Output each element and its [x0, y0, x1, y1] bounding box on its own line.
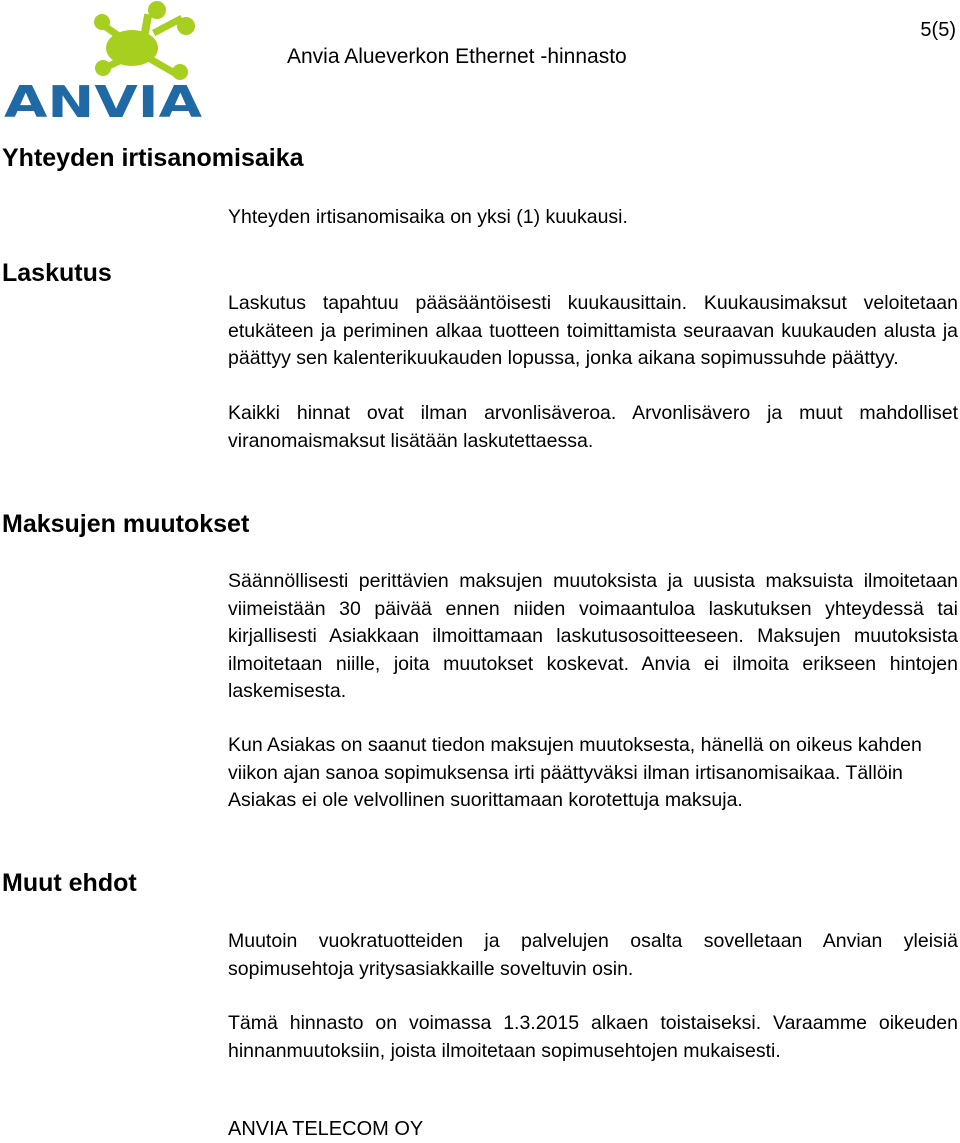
paragraph-maksujen-muutokset-2: Kun Asiakas on saanut tiedon maksujen muutoksesta, hänellä on oikeus kahden viikon ajan sanoa sopimuksensa irti päättyväksi ilman irtisanomisaikaa. Tällöin Asiakas ei ole velvollinen suorittamaan korotettuja maksuja. [228, 734, 922, 811]
page-number: 5(5) [920, 19, 956, 41]
footer-company-name: ANVIA TELECOM OY [228, 1118, 424, 1140]
section-heading-muut-ehdot: Muut ehdot [2, 869, 137, 897]
logo-wordmark: ANVIA [4, 77, 202, 122]
document-header-title: Anvia Alueverkon Ethernet -hinnasto [287, 45, 627, 68]
logo-frog-icon [94, 1, 195, 80]
section-heading-irtisanomisaika: Yhteyden irtisanomisaika [2, 144, 304, 172]
paragraph-laskutus-2: Kaikki hinnat ovat ilman arvonlisäveroa. Arvonlisävero ja muut mahdolliset viranomaismaksut lisätään laskutettaessa. [228, 402, 958, 452]
anvia-logo [2, 0, 206, 122]
paragraph-maksujen-muutokset-1: Säännöllisesti perittävien maksujen muutoksista ja uusista maksuista ilmoitetaan viimeistään 30 päivää ennen niiden voimaantuloa laskutuksen yhteydessä tai kirjallisesti Asiakkaan ilmoittamaan laskutusosoitteeseen. Maksujen muutoksista ilmoitetaan niille, joita muutokset koskevat. Anvia ei ilmoita erikseen hintojen laskemisesta. [228, 570, 958, 702]
paragraph-muut-ehdot-2: Tämä hinnasto on voimassa 1.3.2015 alkaen toistaiseksi. Varaamme oikeuden hinnanmuutoksiin, joista ilmoitetaan sopimusehtojen mukaisesti. [228, 1012, 958, 1062]
paragraph-laskutus-1: Laskutus tapahtuu pääsääntöisesti kuukausittain. Kuukausimaksut veloitetaan etukäteen ja periminen alkaa tuotteen toimittamista seuraavan kuukauden alusta ja päättyy sen kalenterikuukauden lopussa, jonka aikana sopimussuhde päättyy. [228, 292, 958, 369]
section-heading-laskutus: Laskutus [2, 259, 112, 287]
paragraph-muut-ehdot-1: Muutoin vuokratuotteiden ja palvelujen osalta sovelletaan Anvian yleisiä sopimusehtoja yritysasiakkaille soveltuvin osin. [228, 930, 958, 980]
section-heading-maksujen-muutokset: Maksujen muutokset [2, 510, 250, 538]
paragraph-irtisanomisaika: Yhteyden irtisanomisaika on yksi (1) kuukausi. [228, 206, 628, 228]
